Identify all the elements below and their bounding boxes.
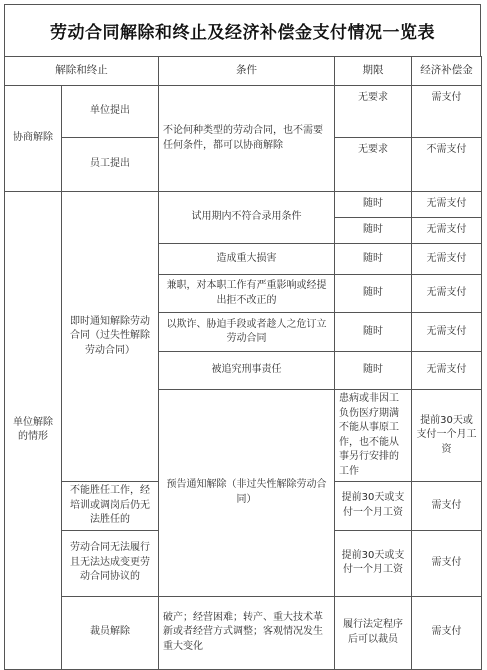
immediate-condition-1: 试用期内不符合录用条件 bbox=[159, 192, 335, 244]
header-termination: 解除和终止 bbox=[5, 57, 159, 86]
notice-condition-2: 不能胜任工作，经培训或调岗后仍无法胜任的 bbox=[62, 482, 159, 531]
immediate-term-5: 随时 bbox=[335, 352, 412, 390]
negotiated-term-1: 无要求 bbox=[335, 86, 412, 138]
table-row bbox=[5, 192, 482, 218]
notice-pay-3: 需支付 bbox=[412, 530, 482, 596]
immediate-term-4: 随时 bbox=[335, 313, 412, 352]
negotiated-pay-2: 不需支付 bbox=[412, 138, 482, 192]
notice-condition-1: 患病或非因工负伤医疗期满不能从事原工作，也不能从事另行安排的工作 bbox=[335, 390, 412, 482]
layoff-condition: 破产；经营困难；转产、重大技术革新或者经营方式调整；客观情况发生重大变化 bbox=[159, 596, 335, 669]
immediate-pay-2: 无需支付 bbox=[412, 244, 482, 275]
notice-term-2: 提前30天或支付一个月工资 bbox=[335, 482, 412, 531]
notice-condition-3: 劳动合同无法履行且无法达成变更劳动合同协议的 bbox=[62, 530, 159, 596]
immediate-term-1b: 随时 bbox=[335, 218, 412, 244]
immediate-pay-3: 无需支付 bbox=[412, 275, 482, 313]
immediate-term-2: 随时 bbox=[335, 244, 412, 275]
negotiated-label: 协商解除 bbox=[5, 86, 62, 192]
immediate-term-1a: 随时 bbox=[335, 192, 412, 218]
notice-term-3: 提前30天或支付一个月工资 bbox=[335, 530, 412, 596]
immediate-pay-1b: 无需支付 bbox=[412, 218, 482, 244]
immediate-condition-5: 被追究刑事责任 bbox=[159, 352, 335, 390]
notice-pay-2: 需支付 bbox=[412, 482, 482, 531]
header-term: 期限 bbox=[335, 57, 412, 86]
immediate-label: 即时通知解除劳动合同（过失性解除劳动合同） bbox=[62, 192, 159, 482]
header-compensation: 经济补偿金 bbox=[412, 57, 482, 86]
negotiated-employee: 员工提出 bbox=[62, 138, 159, 192]
table-header-row bbox=[5, 57, 482, 86]
immediate-term-3: 随时 bbox=[335, 275, 412, 313]
immediate-pay-5: 无需支付 bbox=[412, 352, 482, 390]
immediate-condition-2: 造成重大损害 bbox=[159, 244, 335, 275]
header-condition: 条件 bbox=[159, 57, 335, 86]
immediate-condition-4: 以欺诈、胁迫手段或者趁人之危订立劳动合同 bbox=[159, 313, 335, 352]
negotiated-term-2: 无要求 bbox=[335, 138, 412, 192]
notice-label: 预告通知解除（非过失性解除劳动合同） bbox=[159, 390, 335, 597]
immediate-pay-1a: 无需支付 bbox=[412, 192, 482, 218]
negotiated-employer: 单位提出 bbox=[62, 86, 159, 138]
table-row bbox=[5, 596, 482, 669]
negotiated-condition: 不论何种类型的劳动合同，也不需要任何条件，都可以协商解除 bbox=[159, 86, 335, 192]
layoff-term: 履行法定程序后可以裁员 bbox=[335, 596, 412, 669]
table-row bbox=[5, 86, 482, 138]
document-title: 劳动合同解除和终止及经济补偿金支付情况一览表 bbox=[4, 4, 481, 56]
employer-termination-label: 单位解除的情形 bbox=[5, 192, 62, 670]
layoff-label: 裁员解除 bbox=[62, 596, 159, 669]
immediate-condition-3: 兼职，对本职工作有严重影响或经提出拒不改正的 bbox=[159, 275, 335, 313]
summary-table bbox=[4, 56, 482, 670]
notice-term-1: 提前30天或支付一个月工资 bbox=[412, 390, 482, 482]
negotiated-pay-1: 需支付 bbox=[412, 86, 482, 138]
immediate-pay-4: 无需支付 bbox=[412, 313, 482, 352]
layoff-pay: 需支付 bbox=[412, 596, 482, 669]
